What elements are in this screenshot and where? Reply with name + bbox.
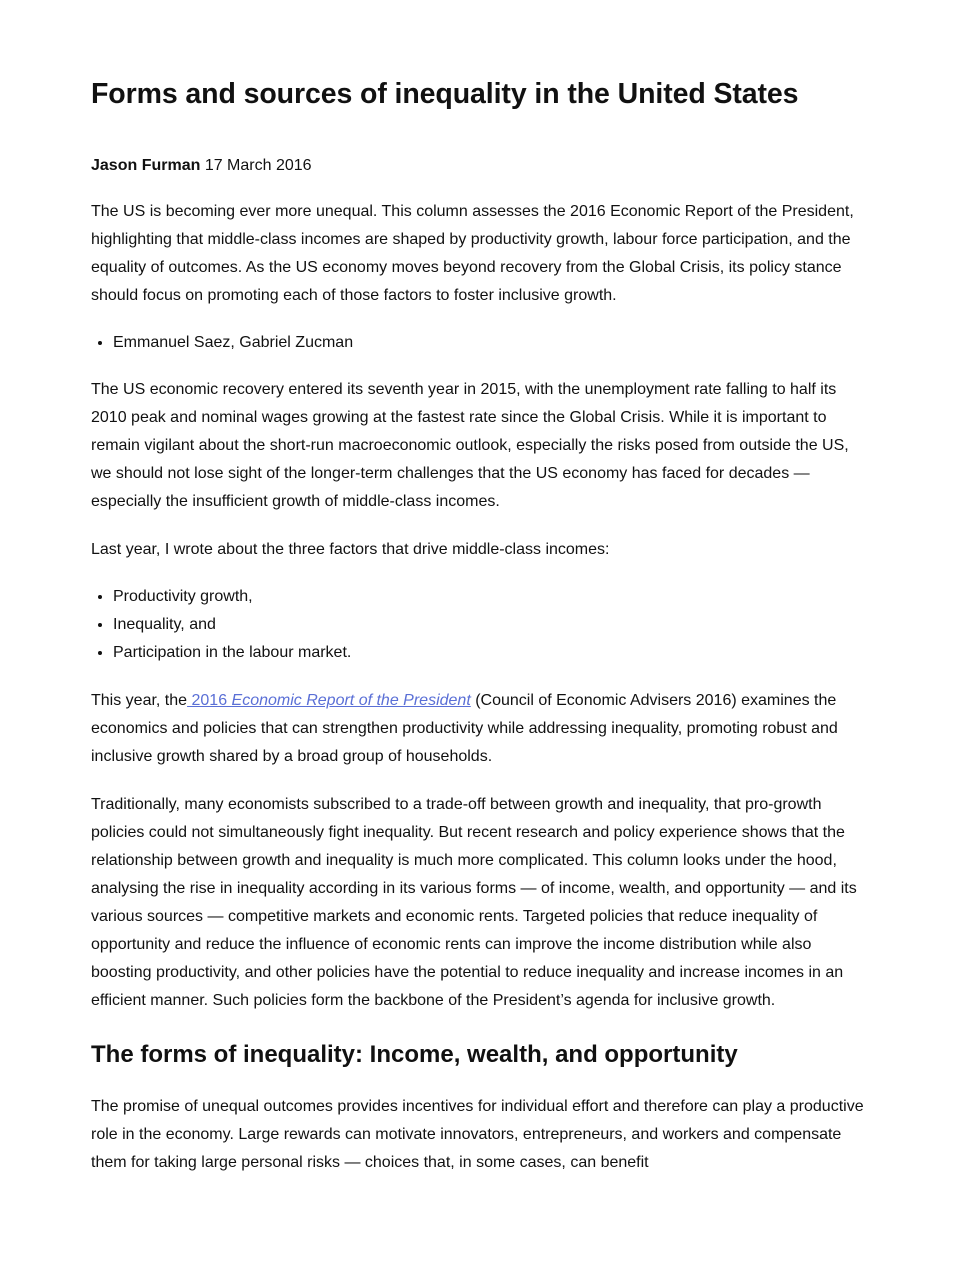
list-item: • Participation in the labour market.: [113, 639, 872, 667]
standfirst: The US is becoming ever more unequal. This column assesses the 2016 Economic Report of the President, highlighting that middle-class incomes are shaped by productivity growth, labour force participation, and the equality of outcomes. As the US economy moves beyond recovery from the Global Crisis, its policy stance should focus on promoting each of those factors to foster inclusive growth.: [91, 203, 854, 304]
body-paragraph: The promise of unequal outcomes provides incentives for individual effort and therefore can play a productive role in the economy. Large rewards can motivate innovators, entrepreneurs, and workers and compensate them for taking large personal risks — choices that, in some cases, can benefit: [91, 1098, 864, 1171]
list-item: • Inequality, and: [113, 611, 872, 639]
related-author-item[interactable]: • Emmanuel Saez, Gabriel Zucman: [113, 329, 872, 357]
author-name[interactable]: Jason Furman: [91, 157, 201, 174]
economic-report-link[interactable]: [187, 692, 471, 709]
body-paragraph: The US economic recovery entered its seventh year in 2015, with the unemployment rate falling to half its 2010 peak and nominal wages growing at the fastest rate since the Global Crisis. While it is important to remain vigilant about the short-run macroeconomic outlook, especially the risks posed from outside the US, we should not lose sight of the longer-term challenges that the US economy has faced for decades — especially the insufficient growth of middle-class incomes.: [91, 381, 849, 510]
report-link-year: 2016: [187, 692, 232, 709]
body-paragraph: Last year, I wrote about the three factors that drive middle-class incomes:: [91, 541, 610, 558]
body-paragraph: [91, 687, 872, 771]
related-authors-list: [91, 329, 872, 357]
article-title: Forms and sources of inequality in the United States: [91, 78, 799, 110]
byline: [91, 155, 872, 177]
paragraph-suffix: (Council of Economic Advisers 2016) examines the economics and policies that can strengthen productivity while addressing inequality, promoting robust and inclusive growth shared by a broad group of households.: [91, 692, 838, 765]
publish-date: 17 March 2016: [204, 157, 312, 174]
body-paragraph: Traditionally, many economists subscribed to a trade-off between growth and inequality, that pro-growth policies could not simultaneously fight inequality. But recent research and policy experience shows that the relationship between growth and inequality is much more complicated. This column looks under the hood, analysing the rise in inequality according in its various forms — of income, wealth, and opportunity — and its various sources — competitive markets and economic rents. Targeted policies that reduce inequality of opportunity and reduce the influence of economic rents can improve the income distribution while also boosting productivity, and other policies have the potential to reduce inequality and increase incomes in an efficient manner. Such policies form the backbone of the President’s agenda for inclusive growth.: [91, 796, 857, 1009]
list-item: • Productivity growth,: [113, 583, 872, 611]
report-link-title: Economic Report of the President: [231, 692, 471, 709]
section-heading: The forms of inequality: Income, wealth, and opportunity: [91, 1041, 738, 1068]
paragraph-prefix: This year, the: [91, 692, 188, 709]
factors-list: [91, 583, 872, 667]
